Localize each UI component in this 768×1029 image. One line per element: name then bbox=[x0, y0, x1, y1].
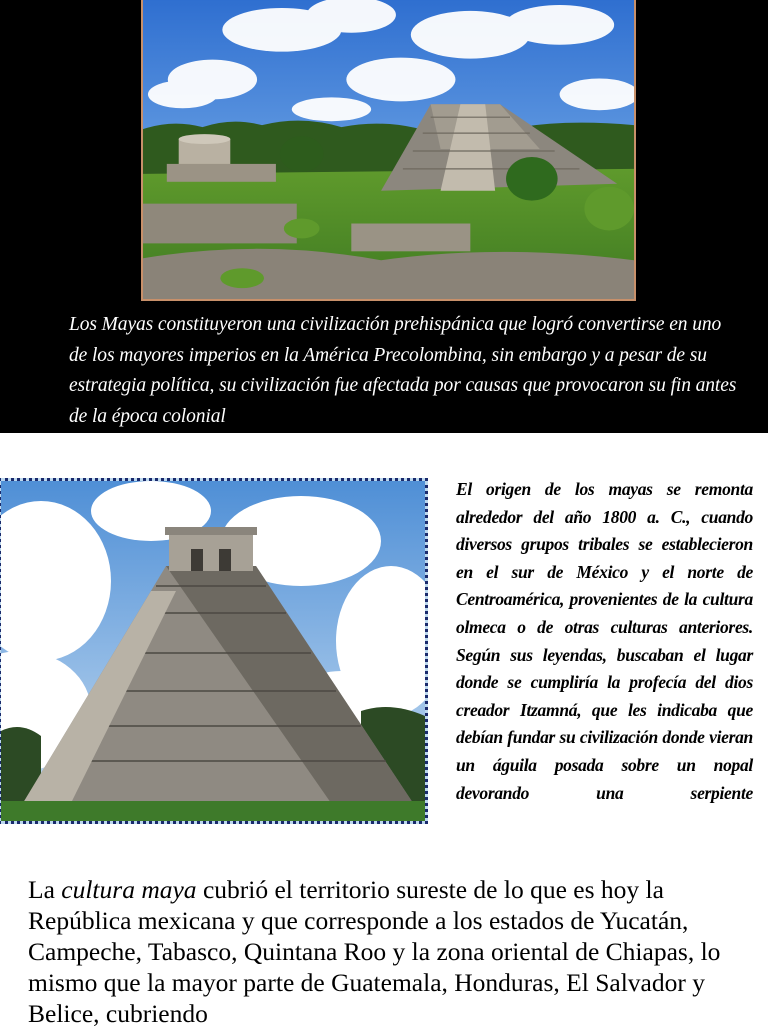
territory-lead: La bbox=[28, 875, 62, 904]
territory-paragraph bbox=[28, 874, 748, 1029]
intro-paragraph: Los Mayas constituyeron una civilización prehispánica que logró convertirse en uno de los mayores imperios en la América Precolombina, sin embargo y a pesar de su estrategia política, su civilización fue afectada por causas que provocaron su fin antes de la época colonial bbox=[69, 314, 737, 427]
ruins-illustration bbox=[143, 0, 634, 299]
territory-body: cubrió el territorio sureste de lo que es hoy la República mexicana y que corresponde a los estados de Yucatán, Campeche, Tabasco, Quintana Roo y la zona oriental de Chiapas, lo mismo que la mayor parte de Guatemala, Honduras, El Salvador y Belice, cubriendo bbox=[28, 875, 721, 1028]
origin-paragraph: El origen de los mayas se remonta alrededor del año 1800 a. C., cuando diversos grupos tribales se establecieron en el sur de México y el norte de Centroamérica, provenientes de la cultura olmeca o de otras culturas anteriores. Según sus leyendas, buscaban el lugar donde se cumpliría la profecía del dios creador Itzamná, que les indicaba que debían fundar su civilización donde vieran un águila posada sobre un nopal devorando una serpiente bbox=[456, 479, 753, 803]
mayapan-ruins-photo bbox=[141, 0, 636, 301]
chichen-itza-pyramid-photo bbox=[0, 478, 428, 824]
territory-term: cultura maya bbox=[61, 875, 197, 904]
intro-panel bbox=[0, 0, 768, 433]
pyramid-illustration bbox=[1, 481, 425, 821]
